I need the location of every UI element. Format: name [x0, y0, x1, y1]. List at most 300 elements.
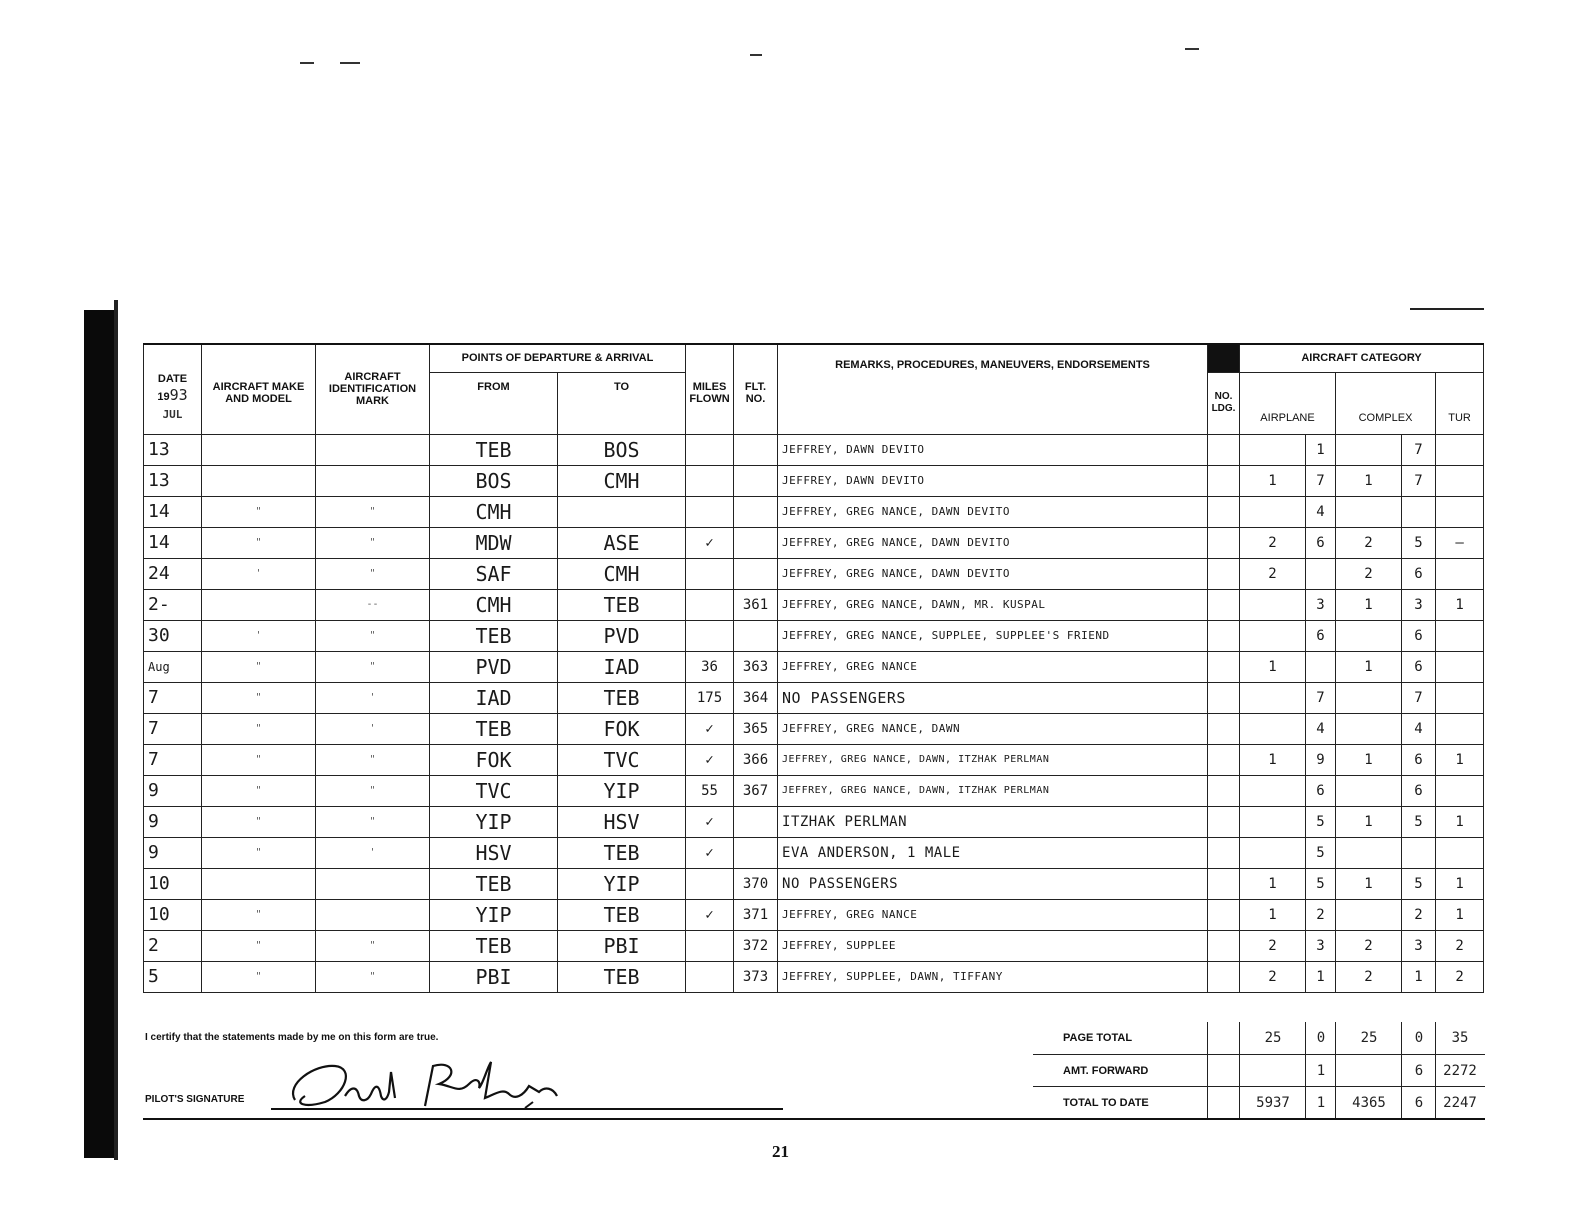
total-to-date-label: TOTAL TO DATE	[1063, 1097, 1149, 1109]
row-model: "	[202, 775, 316, 806]
row-miles: 36	[686, 651, 734, 682]
row-model: '	[202, 558, 316, 589]
row-date: 5	[144, 961, 202, 992]
row-ldg	[1208, 558, 1240, 589]
row-airplane-frac: 5	[1306, 837, 1336, 868]
table-row	[144, 589, 1484, 620]
total-to-date-airplane: 5937	[1239, 1087, 1306, 1119]
scan-speck	[750, 54, 762, 56]
row-from: YIP	[430, 806, 558, 837]
certify-statement: I certify that the statements made by me on this form are true.	[145, 1032, 439, 1043]
row-ident: "	[316, 775, 430, 806]
row-model: "	[202, 806, 316, 837]
row-airplane	[1240, 682, 1306, 713]
row-ldg	[1208, 682, 1240, 713]
date-year-handwritten: 93	[169, 386, 188, 404]
row-model: "	[202, 527, 316, 558]
row-ldg	[1208, 744, 1240, 775]
row-miles: 55	[686, 775, 734, 806]
scan-speck	[340, 62, 360, 64]
row-airplane-frac: 7	[1306, 682, 1336, 713]
row-complex	[1336, 682, 1402, 713]
row-from: PVD	[430, 651, 558, 682]
row-ldg	[1208, 496, 1240, 527]
row-model	[202, 434, 316, 465]
totals-block	[1033, 1022, 1485, 1118]
row-airplane: 1	[1240, 465, 1306, 496]
row-flt: 367	[734, 775, 778, 806]
bottom-rule	[143, 1118, 1485, 1120]
row-airplane	[1240, 589, 1306, 620]
row-miles	[686, 465, 734, 496]
row-airplane-frac: 3	[1306, 589, 1336, 620]
row-to: TEB	[558, 682, 686, 713]
row-ident: "	[316, 496, 430, 527]
row-from: YIP	[430, 899, 558, 930]
row-ident: --	[316, 589, 430, 620]
row-date: 10	[144, 899, 202, 930]
row-ident: "	[316, 620, 430, 651]
row-to: TEB	[558, 589, 686, 620]
row-tur: 1	[1436, 899, 1484, 930]
row-airplane-frac: 1	[1306, 434, 1336, 465]
row-complex-frac: 5	[1402, 527, 1436, 558]
row-date: 7	[144, 744, 202, 775]
row-date: 10	[144, 868, 202, 899]
row-model: '	[202, 620, 316, 651]
row-airplane-frac: 5	[1306, 806, 1336, 837]
row-from: FOK	[430, 744, 558, 775]
flt-header: FLT. NO.	[734, 344, 778, 434]
row-tur: 2	[1436, 961, 1484, 992]
row-airplane-frac: 4	[1306, 496, 1336, 527]
row-to: HSV	[558, 806, 686, 837]
row-date: 13	[144, 434, 202, 465]
row-to: PVD	[558, 620, 686, 651]
row-to: YIP	[558, 775, 686, 806]
logbook-page	[143, 343, 1483, 993]
aircraft-category-header: AIRCRAFT CATEGORY	[1240, 344, 1484, 372]
row-flt	[734, 837, 778, 868]
binding-spine	[84, 310, 114, 1158]
row-airplane	[1240, 775, 1306, 806]
scan-speck	[1185, 48, 1199, 50]
row-airplane	[1240, 806, 1306, 837]
row-complex: 2	[1336, 961, 1402, 992]
signature-line	[271, 1108, 783, 1110]
row-model: "	[202, 682, 316, 713]
row-airplane-frac: 1	[1306, 961, 1336, 992]
table-row	[144, 899, 1484, 930]
table-row	[144, 930, 1484, 961]
row-from: TEB	[430, 713, 558, 744]
row-complex-frac: 2	[1402, 899, 1436, 930]
row-complex-frac: 3	[1402, 589, 1436, 620]
row-remarks: JEFFREY, GREG NANCE, DAWN DEVITO	[778, 496, 1208, 527]
page-number: 21	[772, 1142, 789, 1161]
row-complex-frac: 7	[1402, 434, 1436, 465]
row-model: "	[202, 961, 316, 992]
row-to: BOS	[558, 434, 686, 465]
page-total-complex-frac: 0	[1401, 1022, 1436, 1054]
row-complex-frac: 4	[1402, 713, 1436, 744]
table-row	[144, 682, 1484, 713]
row-flt: 372	[734, 930, 778, 961]
row-tur: 2	[1436, 930, 1484, 961]
pilot-signature-label: PILOT'S SIGNATURE	[145, 1094, 245, 1105]
page-total-label: PAGE TOTAL	[1063, 1032, 1133, 1044]
row-tur	[1436, 465, 1484, 496]
row-miles: 175	[686, 682, 734, 713]
row-airplane	[1240, 713, 1306, 744]
table-row	[144, 465, 1484, 496]
row-from: IAD	[430, 682, 558, 713]
row-miles	[686, 434, 734, 465]
row-flt	[734, 527, 778, 558]
row-model: "	[202, 744, 316, 775]
row-from: CMH	[430, 589, 558, 620]
ldg-shade	[1208, 344, 1240, 372]
row-to: TEB	[558, 961, 686, 992]
table-row	[144, 837, 1484, 868]
row-complex-frac	[1402, 837, 1436, 868]
amt-forward-ldg	[1207, 1055, 1240, 1087]
row-flt: 361	[734, 589, 778, 620]
row-airplane-frac: 6	[1306, 527, 1336, 558]
row-airplane-frac: 2	[1306, 899, 1336, 930]
row-ldg	[1208, 899, 1240, 930]
row-ldg	[1208, 713, 1240, 744]
row-airplane	[1240, 620, 1306, 651]
row-to	[558, 496, 686, 527]
row-ldg	[1208, 837, 1240, 868]
row-complex: 1	[1336, 744, 1402, 775]
row-complex-frac: 5	[1402, 868, 1436, 899]
row-model: "	[202, 930, 316, 961]
row-ldg	[1208, 651, 1240, 682]
row-complex-frac: 5	[1402, 806, 1436, 837]
row-flt	[734, 434, 778, 465]
row-airplane: 1	[1240, 744, 1306, 775]
row-miles	[686, 930, 734, 961]
row-ldg	[1208, 930, 1240, 961]
row-airplane-frac: 9	[1306, 744, 1336, 775]
row-date: 2-	[144, 589, 202, 620]
row-remarks: JEFFREY, SUPPLEE, DAWN, TIFFANY	[778, 961, 1208, 992]
row-miles: ✓	[686, 527, 734, 558]
row-to: ASE	[558, 527, 686, 558]
row-flt: 363	[734, 651, 778, 682]
row-airplane: 1	[1240, 899, 1306, 930]
row-remarks: EVA ANDERSON, 1 MALE	[778, 837, 1208, 868]
row-from: CMH	[430, 496, 558, 527]
row-date: 9	[144, 837, 202, 868]
row-ident: "	[316, 744, 430, 775]
row-complex	[1336, 620, 1402, 651]
row-flt	[734, 465, 778, 496]
row-remarks: JEFFREY, GREG NANCE, DAWN, MR. KUSPAL	[778, 589, 1208, 620]
row-flt: 373	[734, 961, 778, 992]
amt-forward-complex	[1335, 1055, 1402, 1087]
row-remarks: JEFFREY, GREG NANCE, DAWN DEVITO	[778, 527, 1208, 558]
row-remarks: JEFFREY, GREG NANCE, DAWN, ITZHAK PERLMAN	[778, 775, 1208, 806]
row-from: MDW	[430, 527, 558, 558]
total-to-date-row	[1033, 1086, 1485, 1119]
table-row	[144, 713, 1484, 744]
row-tur: 1	[1436, 868, 1484, 899]
row-airplane-frac	[1306, 651, 1336, 682]
row-to: CMH	[558, 558, 686, 589]
row-airplane-frac	[1306, 558, 1336, 589]
ident-mark-header: AIRCRAFT IDENTIFICATION MARK	[316, 344, 430, 434]
row-complex-frac: 7	[1402, 465, 1436, 496]
row-complex: 1	[1336, 465, 1402, 496]
row-tur: 1	[1436, 589, 1484, 620]
page-total-complex: 25	[1335, 1022, 1402, 1054]
row-to: TVC	[558, 744, 686, 775]
row-remarks: NO PASSENGERS	[778, 868, 1208, 899]
table-row	[144, 496, 1484, 527]
row-to: IAD	[558, 651, 686, 682]
pilot-signature	[275, 1044, 675, 1116]
row-airplane: 1	[1240, 868, 1306, 899]
row-from: TVC	[430, 775, 558, 806]
row-ident: "	[316, 930, 430, 961]
row-tur	[1436, 837, 1484, 868]
row-flt	[734, 806, 778, 837]
amt-forward-airplane-frac: 1	[1305, 1055, 1336, 1087]
row-ident	[316, 465, 430, 496]
amt-forward-complex-frac: 6	[1401, 1055, 1436, 1087]
row-model	[202, 465, 316, 496]
row-from: SAF	[430, 558, 558, 589]
row-flt: 371	[734, 899, 778, 930]
row-flt	[734, 620, 778, 651]
amt-forward-row	[1033, 1054, 1485, 1087]
row-date: 24	[144, 558, 202, 589]
row-ident: "	[316, 527, 430, 558]
row-date: 30	[144, 620, 202, 651]
row-to: YIP	[558, 868, 686, 899]
amt-forward-tur: 2272	[1435, 1055, 1484, 1087]
total-to-date-complex: 4365	[1335, 1087, 1402, 1119]
row-miles	[686, 620, 734, 651]
points-header: POINTS OF DEPARTURE & ARRIVAL	[430, 344, 686, 372]
row-ident: '	[316, 837, 430, 868]
cat-airplane-header: AIRPLANE	[1240, 372, 1336, 434]
row-date: 9	[144, 806, 202, 837]
row-ldg	[1208, 775, 1240, 806]
row-remarks: ITZHAK PERLMAN	[778, 806, 1208, 837]
row-ident: "	[316, 651, 430, 682]
row-complex-frac: 6	[1402, 558, 1436, 589]
row-tur: 1	[1436, 744, 1484, 775]
row-miles: ✓	[686, 899, 734, 930]
amt-forward-label: AMT. FORWARD	[1063, 1065, 1149, 1077]
row-tur	[1436, 682, 1484, 713]
row-remarks: JEFFREY, GREG NANCE, DAWN, ITZHAK PERLMAN	[778, 744, 1208, 775]
row-complex	[1336, 434, 1402, 465]
row-complex-frac: 6	[1402, 744, 1436, 775]
to-header: TO	[558, 372, 686, 434]
row-miles	[686, 961, 734, 992]
row-date: 13	[144, 465, 202, 496]
row-to: PBI	[558, 930, 686, 961]
row-ident: '	[316, 713, 430, 744]
row-airplane: 2	[1240, 527, 1306, 558]
row-ldg	[1208, 527, 1240, 558]
row-from: TEB	[430, 868, 558, 899]
date-header	[144, 344, 202, 434]
row-tur	[1436, 496, 1484, 527]
row-remarks: JEFFREY, GREG NANCE, SUPPLEE, SUPPLEE'S FRIEND	[778, 620, 1208, 651]
row-complex	[1336, 775, 1402, 806]
row-airplane: 2	[1240, 961, 1306, 992]
row-model: "	[202, 899, 316, 930]
table-row	[144, 434, 1484, 465]
page-total-row	[1033, 1022, 1485, 1054]
row-tur: –	[1436, 527, 1484, 558]
row-miles	[686, 868, 734, 899]
row-tur	[1436, 713, 1484, 744]
row-remarks: JEFFREY, DAWN DEVITO	[778, 465, 1208, 496]
row-date: 14	[144, 527, 202, 558]
row-airplane-frac: 6	[1306, 775, 1336, 806]
row-model	[202, 868, 316, 899]
row-miles: ✓	[686, 806, 734, 837]
row-ident	[316, 899, 430, 930]
row-complex: 1	[1336, 806, 1402, 837]
table-row	[144, 806, 1484, 837]
row-model: "	[202, 651, 316, 682]
flight-log-table	[143, 343, 1484, 993]
row-ldg	[1208, 434, 1240, 465]
row-airplane: 2	[1240, 558, 1306, 589]
row-miles	[686, 496, 734, 527]
row-date: 9	[144, 775, 202, 806]
row-from: TEB	[430, 434, 558, 465]
logbook-footer	[143, 1022, 1483, 1122]
row-ident	[316, 434, 430, 465]
scan-speck	[300, 62, 314, 64]
row-date: 7	[144, 682, 202, 713]
row-remarks: JEFFREY, DAWN DEVITO	[778, 434, 1208, 465]
row-complex	[1336, 713, 1402, 744]
row-to: CMH	[558, 465, 686, 496]
row-from: TEB	[430, 620, 558, 651]
row-tur	[1436, 775, 1484, 806]
row-remarks: JEFFREY, GREG NANCE, DAWN DEVITO	[778, 558, 1208, 589]
row-to: FOK	[558, 713, 686, 744]
flight-rows	[144, 434, 1484, 992]
row-airplane-frac: 3	[1306, 930, 1336, 961]
row-airplane: 1	[1240, 651, 1306, 682]
date-label: DATE	[157, 373, 188, 385]
amt-forward-airplane	[1239, 1055, 1306, 1087]
table-row	[144, 744, 1484, 775]
page-total-tur: 35	[1435, 1022, 1484, 1054]
row-tur	[1436, 651, 1484, 682]
row-airplane-frac: 5	[1306, 868, 1336, 899]
row-airplane	[1240, 837, 1306, 868]
row-flt: 370	[734, 868, 778, 899]
row-date: 2	[144, 930, 202, 961]
row-ldg	[1208, 465, 1240, 496]
row-ldg	[1208, 868, 1240, 899]
row-airplane	[1240, 434, 1306, 465]
row-remarks: JEFFREY, GREG NANCE, DAWN	[778, 713, 1208, 744]
table-row	[144, 775, 1484, 806]
row-ldg	[1208, 961, 1240, 992]
row-model: "	[202, 713, 316, 744]
corner-rule	[1410, 308, 1484, 310]
row-complex: 2	[1336, 930, 1402, 961]
row-remarks: JEFFREY, GREG NANCE	[778, 651, 1208, 682]
row-date: Aug	[144, 651, 202, 682]
row-from: TEB	[430, 930, 558, 961]
row-airplane-frac: 7	[1306, 465, 1336, 496]
row-from: HSV	[430, 837, 558, 868]
row-tur	[1436, 620, 1484, 651]
table-row	[144, 651, 1484, 682]
table-row	[144, 558, 1484, 589]
row-to: TEB	[558, 837, 686, 868]
row-complex: 2	[1336, 527, 1402, 558]
row-complex-frac: 7	[1402, 682, 1436, 713]
row-miles: ✓	[686, 713, 734, 744]
row-ident: "	[316, 961, 430, 992]
total-to-date-ldg	[1207, 1087, 1240, 1119]
row-airplane	[1240, 496, 1306, 527]
total-to-date-complex-frac: 6	[1401, 1087, 1436, 1119]
total-to-date-tur: 2247	[1435, 1087, 1484, 1119]
row-airplane: 2	[1240, 930, 1306, 961]
table-row	[144, 868, 1484, 899]
row-complex: 2	[1336, 558, 1402, 589]
row-complex	[1336, 837, 1402, 868]
row-ident: "	[316, 558, 430, 589]
page-total-ldg	[1207, 1022, 1240, 1054]
row-miles: ✓	[686, 744, 734, 775]
date-month-handwritten: JUL	[162, 408, 183, 421]
row-complex: 1	[1336, 589, 1402, 620]
miles-header: MILES FLOWN	[686, 344, 734, 434]
remarks-header: REMARKS, PROCEDURES, MANEUVERS, ENDORSEMENTS	[778, 344, 1208, 434]
row-tur	[1436, 558, 1484, 589]
row-complex-frac: 1	[1402, 961, 1436, 992]
row-from: BOS	[430, 465, 558, 496]
row-complex-frac: 6	[1402, 775, 1436, 806]
row-to: TEB	[558, 899, 686, 930]
table-row	[144, 527, 1484, 558]
row-complex-frac	[1402, 496, 1436, 527]
table-row	[144, 620, 1484, 651]
row-flt: 365	[734, 713, 778, 744]
row-complex: 1	[1336, 868, 1402, 899]
row-flt	[734, 496, 778, 527]
row-ldg	[1208, 589, 1240, 620]
row-ident: '	[316, 682, 430, 713]
row-flt	[734, 558, 778, 589]
binding-spine-edge	[114, 300, 118, 1160]
from-header: FROM	[430, 372, 558, 434]
row-ident	[316, 868, 430, 899]
no-ldg-header: NO. LDG.	[1208, 372, 1240, 434]
date-year-prefix: 19	[157, 391, 170, 403]
row-date: 7	[144, 713, 202, 744]
row-complex: 1	[1336, 651, 1402, 682]
row-complex-frac: 6	[1402, 620, 1436, 651]
